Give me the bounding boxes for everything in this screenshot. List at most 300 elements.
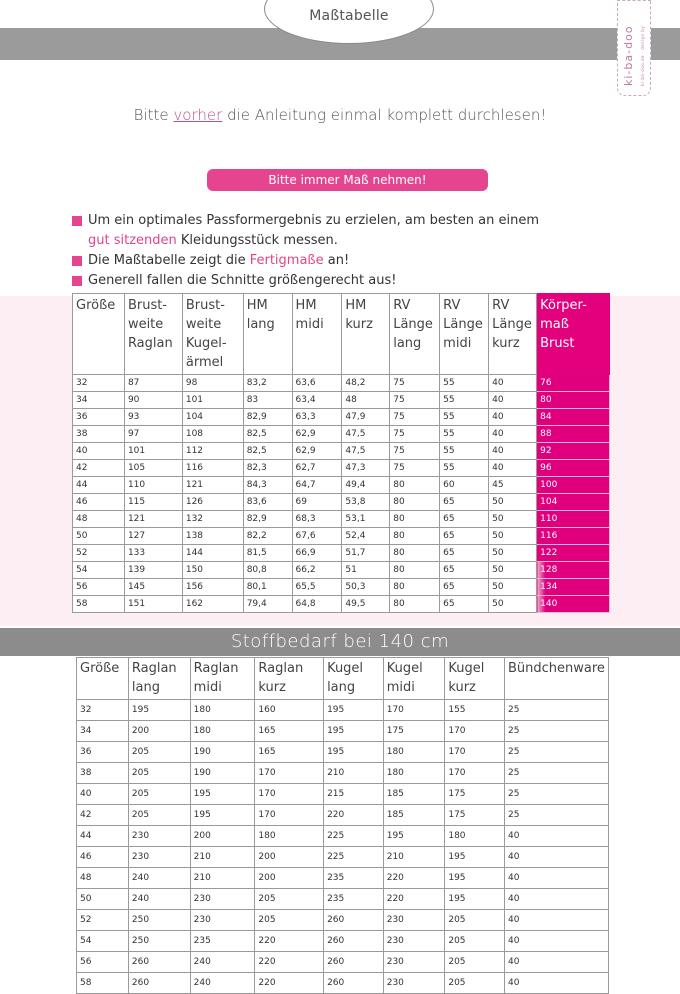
- table-cell: 88: [537, 426, 610, 443]
- table-row: [77, 784, 609, 805]
- table-cell: 230: [190, 910, 255, 931]
- column-header: Kugel kurz: [445, 658, 505, 700]
- column-header: Brust-weite Kugel-ärmel: [182, 294, 243, 375]
- bullet-text: Die Maßtabelle zeigt die: [88, 253, 246, 268]
- bullet-list: [72, 211, 632, 291]
- column-header: Kugel midi: [383, 658, 445, 700]
- table-cell: 64,8: [292, 596, 342, 613]
- intro-after: die Anleitung einmal komplett durchlesen!: [227, 106, 547, 124]
- table-cell: 108: [182, 426, 243, 443]
- bullet-text: an!: [327, 253, 350, 268]
- table-cell: 54: [73, 562, 125, 579]
- table-cell: 48: [73, 511, 125, 528]
- table-cell: 63,6: [292, 375, 342, 392]
- table-cell: 195: [324, 700, 384, 721]
- table-row: [73, 426, 610, 443]
- table-cell: 225: [324, 826, 384, 847]
- table-cell: 151: [124, 596, 182, 613]
- table-cell: 80: [390, 528, 440, 545]
- table-cell: 80: [390, 562, 440, 579]
- table-cell: 134: [537, 579, 610, 596]
- table-cell: 165: [255, 742, 324, 763]
- table-cell: 240: [128, 889, 190, 910]
- table-cell: 200: [255, 847, 324, 868]
- table-cell: 80: [390, 596, 440, 613]
- table-cell: 195: [445, 868, 505, 889]
- table-row: [77, 910, 609, 931]
- table-cell: 47,5: [342, 443, 390, 460]
- column-header: Größe: [73, 294, 125, 375]
- table-cell: 82,9: [243, 409, 292, 426]
- intro-headline: [0, 106, 680, 124]
- table-cell: 230: [383, 973, 445, 994]
- table-cell: 32: [73, 375, 125, 392]
- table-cell: 50: [489, 494, 537, 511]
- table-row: [73, 409, 610, 426]
- table-cell: 34: [77, 721, 129, 742]
- table-cell: 210: [190, 868, 255, 889]
- table-cell: 84,3: [243, 477, 292, 494]
- table-cell: 40: [505, 910, 609, 931]
- table-cell: 47,3: [342, 460, 390, 477]
- table-cell: 126: [182, 494, 243, 511]
- page-title: Maßtabelle: [309, 8, 389, 24]
- table-cell: 40: [489, 426, 537, 443]
- table-cell: 116: [182, 460, 243, 477]
- table-cell: 50: [73, 528, 125, 545]
- table-cell: 235: [324, 868, 384, 889]
- table-cell: 260: [128, 952, 190, 973]
- table-cell: 51,7: [342, 545, 390, 562]
- table-cell: 175: [445, 805, 505, 826]
- bullet-square-icon: [72, 256, 82, 266]
- column-header: Größe: [77, 658, 129, 700]
- table-cell: 220: [255, 931, 324, 952]
- fabric-table-header-row: [77, 658, 609, 700]
- column-header: Brust-weite Raglan: [124, 294, 182, 375]
- table-cell: 180: [255, 826, 324, 847]
- table-cell: 260: [324, 952, 384, 973]
- table-cell: 49,5: [342, 596, 390, 613]
- table-cell: 65: [440, 579, 489, 596]
- table-cell: 75: [390, 409, 440, 426]
- table-cell: 65: [440, 528, 489, 545]
- table-cell: 200: [255, 868, 324, 889]
- table-cell: 139: [124, 562, 182, 579]
- table-cell: 66,2: [292, 562, 342, 579]
- bullet-highlight: Fertigmaße: [249, 253, 324, 268]
- table-cell: 175: [445, 784, 505, 805]
- table-cell: 121: [182, 477, 243, 494]
- table-cell: 195: [445, 889, 505, 910]
- table-cell: 56: [77, 952, 129, 973]
- table-cell: 25: [505, 784, 609, 805]
- table-cell: 165: [255, 721, 324, 742]
- table-cell: 75: [390, 375, 440, 392]
- table-cell: 75: [390, 426, 440, 443]
- table-cell: 90: [124, 392, 182, 409]
- table-cell: 115: [124, 494, 182, 511]
- table-cell: 42: [77, 805, 129, 826]
- table-cell: 62,9: [292, 443, 342, 460]
- table-cell: 44: [73, 477, 125, 494]
- table-cell: 145: [124, 579, 182, 596]
- table-cell: 195: [190, 784, 255, 805]
- table-row: [73, 443, 610, 460]
- table-cell: 180: [445, 826, 505, 847]
- table-cell: 80,8: [243, 562, 292, 579]
- table-cell: 52: [73, 545, 125, 562]
- table-cell: 235: [324, 889, 384, 910]
- table-cell: 230: [128, 826, 190, 847]
- table-cell: 162: [182, 596, 243, 613]
- bullet-text: Kleidungsstück messen.: [180, 233, 338, 248]
- table-cell: 50: [489, 562, 537, 579]
- table-cell: 82,2: [243, 528, 292, 545]
- table-cell: 80,1: [243, 579, 292, 596]
- table-cell: 40: [77, 784, 129, 805]
- table-cell: 46: [77, 847, 129, 868]
- table-cell: 87: [124, 375, 182, 392]
- table-cell: 220: [383, 868, 445, 889]
- table-cell: 235: [190, 931, 255, 952]
- table-cell: 155: [445, 700, 505, 721]
- table-cell: 190: [190, 742, 255, 763]
- column-header: RV Länge lang: [390, 294, 440, 375]
- table-cell: 170: [383, 700, 445, 721]
- table-cell: 156: [182, 579, 243, 596]
- table-cell: 185: [383, 805, 445, 826]
- table-cell: 210: [190, 847, 255, 868]
- table-row: [73, 460, 610, 477]
- table-cell: 133: [124, 545, 182, 562]
- column-header: Raglan midi: [190, 658, 255, 700]
- table-cell: 240: [128, 868, 190, 889]
- table-cell: 40: [505, 889, 609, 910]
- table-cell: 40: [505, 847, 609, 868]
- table-cell: 170: [445, 763, 505, 784]
- table-cell: 82,5: [243, 443, 292, 460]
- table-cell: 55: [440, 375, 489, 392]
- bullet-square-icon: [72, 216, 82, 226]
- table-cell: 260: [324, 973, 384, 994]
- table-cell: 101: [182, 392, 243, 409]
- table-row: [77, 742, 609, 763]
- table-cell: 105: [124, 460, 182, 477]
- table-cell: 40: [73, 443, 125, 460]
- table-cell: 150: [182, 562, 243, 579]
- table-cell: 230: [190, 889, 255, 910]
- table-cell: 40: [505, 973, 609, 994]
- table-cell: 32: [77, 700, 129, 721]
- table-cell: 48: [77, 868, 129, 889]
- table-cell: 205: [255, 889, 324, 910]
- table-cell: 83,2: [243, 375, 292, 392]
- table-cell: 55: [440, 392, 489, 409]
- column-header: Raglan lang: [128, 658, 190, 700]
- table-cell: 180: [383, 763, 445, 784]
- size-table-header-row: [73, 294, 610, 375]
- table-cell: 121: [124, 511, 182, 528]
- table-cell: 205: [128, 784, 190, 805]
- table-cell: 58: [73, 596, 125, 613]
- table-cell: 65: [440, 511, 489, 528]
- table-cell: 40: [489, 375, 537, 392]
- table-row: [77, 889, 609, 910]
- table-cell: 60: [440, 477, 489, 494]
- table-cell: 83: [243, 392, 292, 409]
- table-cell: 80: [390, 545, 440, 562]
- table-cell: 170: [255, 805, 324, 826]
- table-cell: 80: [537, 392, 610, 409]
- table-cell: 40: [505, 826, 609, 847]
- table-cell: 44: [77, 826, 129, 847]
- table-cell: 52: [77, 910, 129, 931]
- table-cell: 75: [390, 443, 440, 460]
- bullet-item: [72, 251, 632, 271]
- table-cell: 48: [342, 392, 390, 409]
- table-row: [73, 596, 610, 613]
- table-cell: 63,4: [292, 392, 342, 409]
- table-cell: 69: [292, 494, 342, 511]
- table-cell: 200: [190, 826, 255, 847]
- table-cell: 36: [77, 742, 129, 763]
- column-header: RV Länge kurz: [489, 294, 537, 375]
- table-cell: 128: [537, 562, 610, 579]
- table-row: [77, 931, 609, 952]
- bullet-item: [72, 211, 632, 251]
- table-cell: 112: [182, 443, 243, 460]
- table-row: [73, 511, 610, 528]
- table-cell: 205: [255, 910, 324, 931]
- table-cell: 55: [440, 409, 489, 426]
- table-cell: 40: [489, 443, 537, 460]
- table-cell: 79,4: [243, 596, 292, 613]
- table-cell: 215: [324, 784, 384, 805]
- table-cell: 80: [390, 579, 440, 596]
- measure-notice: Bitte immer Maß nehmen!: [207, 169, 488, 191]
- table-cell: 51: [342, 562, 390, 579]
- fabric-table: [76, 657, 609, 994]
- table-row: [77, 973, 609, 994]
- table-cell: 205: [445, 910, 505, 931]
- table-cell: 97: [124, 426, 182, 443]
- table-row: [77, 826, 609, 847]
- table-cell: 205: [128, 763, 190, 784]
- table-cell: 65: [440, 596, 489, 613]
- table-row: [77, 721, 609, 742]
- table-cell: 40: [489, 392, 537, 409]
- table-cell: 220: [255, 952, 324, 973]
- table-cell: 138: [182, 528, 243, 545]
- table-cell: 127: [124, 528, 182, 545]
- table-cell: 55: [440, 426, 489, 443]
- table-cell: 55: [440, 460, 489, 477]
- table-cell: 84: [537, 409, 610, 426]
- column-header: HM kurz: [342, 294, 390, 375]
- table-cell: 40: [489, 460, 537, 477]
- table-cell: 230: [383, 910, 445, 931]
- table-cell: 96: [537, 460, 610, 477]
- table-cell: 210: [383, 847, 445, 868]
- table-cell: 240: [190, 973, 255, 994]
- table-cell: 80: [390, 477, 440, 494]
- column-header: Bündchenware: [505, 658, 609, 700]
- bullet-square-icon: [72, 276, 82, 286]
- table-cell: 53,1: [342, 511, 390, 528]
- table-cell: 250: [128, 931, 190, 952]
- table-cell: 93: [124, 409, 182, 426]
- table-cell: 50: [489, 528, 537, 545]
- table-cell: 65,5: [292, 579, 342, 596]
- bullet-highlight: gut sitzenden: [88, 233, 177, 248]
- table-cell: 200: [128, 721, 190, 742]
- table-cell: 185: [383, 784, 445, 805]
- table-row: [77, 847, 609, 868]
- table-cell: 110: [537, 511, 610, 528]
- table-cell: 100: [537, 477, 610, 494]
- table-cell: 65: [440, 562, 489, 579]
- fabric-section-title: Stoffbedarf bei 140 cm: [230, 631, 450, 652]
- table-cell: 82,9: [243, 511, 292, 528]
- table-cell: 81,5: [243, 545, 292, 562]
- table-cell: 25: [505, 805, 609, 826]
- table-cell: 92: [537, 443, 610, 460]
- size-table: [72, 293, 610, 613]
- intro-highlight: vorher: [173, 106, 223, 124]
- table-cell: 80: [390, 494, 440, 511]
- table-row: [73, 562, 610, 579]
- table-cell: 170: [445, 742, 505, 763]
- table-cell: 50: [489, 596, 537, 613]
- table-cell: 140: [537, 596, 610, 613]
- table-cell: 58: [77, 973, 129, 994]
- table-cell: 170: [255, 784, 324, 805]
- table-cell: 50: [489, 511, 537, 528]
- table-row: [73, 392, 610, 409]
- table-cell: 52,4: [342, 528, 390, 545]
- table-cell: 220: [255, 973, 324, 994]
- table-cell: 65: [440, 545, 489, 562]
- table-cell: 40: [489, 409, 537, 426]
- table-cell: 195: [128, 700, 190, 721]
- table-row: [77, 868, 609, 889]
- table-cell: 62,7: [292, 460, 342, 477]
- table-cell: 116: [537, 528, 610, 545]
- table-cell: 50: [77, 889, 129, 910]
- column-header: Kugel lang: [324, 658, 384, 700]
- table-cell: 66,9: [292, 545, 342, 562]
- table-cell: 40: [505, 952, 609, 973]
- column-header: RV Länge midi: [440, 294, 489, 375]
- table-cell: 144: [182, 545, 243, 562]
- table-cell: 48,2: [342, 375, 390, 392]
- table-cell: 49,4: [342, 477, 390, 494]
- table-cell: 260: [128, 973, 190, 994]
- table-cell: 104: [537, 494, 610, 511]
- table-cell: 195: [445, 847, 505, 868]
- table-cell: 180: [190, 700, 255, 721]
- table-row: [77, 700, 609, 721]
- table-cell: 56: [73, 579, 125, 596]
- table-cell: 54: [77, 931, 129, 952]
- table-cell: 38: [73, 426, 125, 443]
- table-cell: 205: [128, 805, 190, 826]
- table-cell: 36: [73, 409, 125, 426]
- table-cell: 25: [505, 721, 609, 742]
- table-cell: 82,5: [243, 426, 292, 443]
- table-cell: 46: [73, 494, 125, 511]
- brand-logo: ki-ba-doo: [622, 25, 635, 86]
- table-cell: 240: [190, 952, 255, 973]
- table-cell: 50: [489, 579, 537, 596]
- table-cell: 195: [383, 826, 445, 847]
- table-cell: 122: [537, 545, 610, 562]
- table-cell: 47,9: [342, 409, 390, 426]
- table-cell: 50: [489, 545, 537, 562]
- table-row: [73, 579, 610, 596]
- table-cell: 195: [190, 805, 255, 826]
- table-cell: 55: [440, 443, 489, 460]
- table-row: [73, 375, 610, 392]
- table-cell: 195: [324, 742, 384, 763]
- intro-before: Bitte: [133, 106, 169, 124]
- table-cell: 62,9: [292, 426, 342, 443]
- table-cell: 42: [73, 460, 125, 477]
- bullet-item: [72, 271, 632, 291]
- table-cell: 40: [505, 868, 609, 889]
- table-cell: 205: [445, 973, 505, 994]
- table-cell: 190: [190, 763, 255, 784]
- table-cell: 195: [324, 721, 384, 742]
- table-cell: 83,6: [243, 494, 292, 511]
- table-cell: 98: [182, 375, 243, 392]
- table-cell: 64,7: [292, 477, 342, 494]
- table-cell: 205: [128, 742, 190, 763]
- table-cell: 75: [390, 392, 440, 409]
- table-cell: 25: [505, 742, 609, 763]
- column-header: Raglan kurz: [255, 658, 324, 700]
- table-cell: 47,5: [342, 426, 390, 443]
- table-cell: 205: [445, 952, 505, 973]
- table-cell: 53,8: [342, 494, 390, 511]
- table-row: [77, 952, 609, 973]
- table-cell: 180: [190, 721, 255, 742]
- table-cell: 180: [383, 742, 445, 763]
- table-cell: 75: [390, 460, 440, 477]
- table-cell: 25: [505, 700, 609, 721]
- table-cell: 210: [324, 763, 384, 784]
- table-cell: 104: [182, 409, 243, 426]
- table-cell: 250: [128, 910, 190, 931]
- table-cell: 230: [383, 952, 445, 973]
- table-cell: 110: [124, 477, 182, 494]
- table-cell: 205: [445, 931, 505, 952]
- brand-logo-sub: ki-ba-doo.de · design by: [640, 25, 645, 86]
- table-cell: 220: [324, 805, 384, 826]
- table-cell: 67,6: [292, 528, 342, 545]
- table-cell: 68,3: [292, 511, 342, 528]
- bullet-text: Um ein optimales Passformergebnis zu erzielen, am besten an einem: [88, 213, 539, 228]
- table-cell: 132: [182, 511, 243, 528]
- table-cell: 170: [445, 721, 505, 742]
- table-cell: 230: [383, 931, 445, 952]
- table-row: [77, 763, 609, 784]
- table-cell: 170: [255, 763, 324, 784]
- table-cell: 63,3: [292, 409, 342, 426]
- bullet-text: Generell fallen die Schnitte größengerecht aus!: [88, 273, 397, 288]
- column-header: HM midi: [292, 294, 342, 375]
